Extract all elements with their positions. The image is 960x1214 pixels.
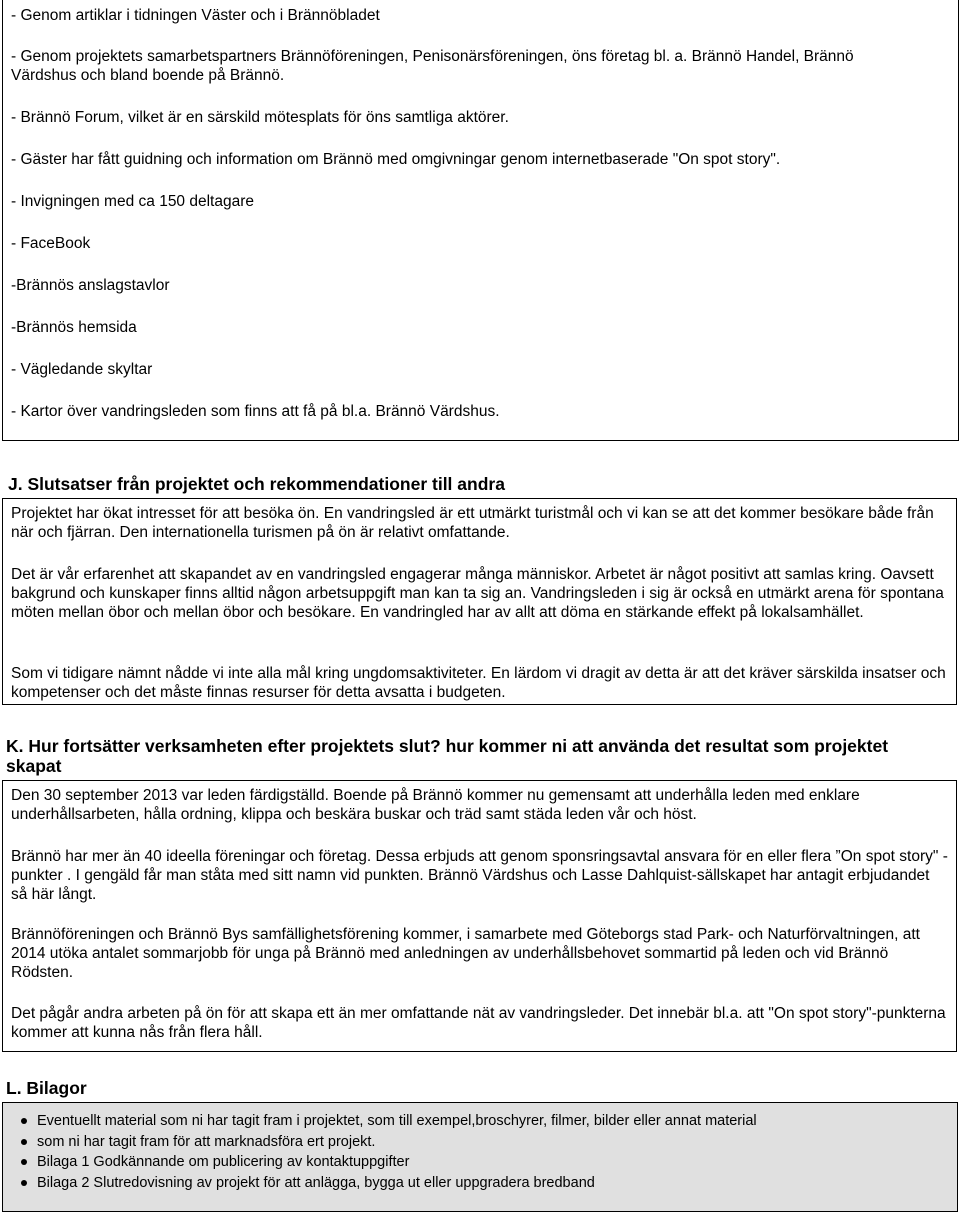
section-j-heading: J. Slutsatser från projektet och rekommendationer till andra [8,474,505,494]
info-line: -Brännös anslagstavlor [11,277,170,294]
bullet-icon [21,1139,27,1145]
info-line: Värdshus och bland boende på Brännö. [11,67,285,84]
section-l-heading: L. Bilagor [6,1078,87,1098]
info-line: - Genom projektets samarbetspartners Brännöföreningen, Penisonärsföreningen, öns företag bl. a. Brännö Handel, Brännö [11,48,854,65]
info-line: - Brännö Forum, vilket är en särskild mötesplats för öns samtliga aktörer. [11,109,509,126]
list-item: som ni har tagit fram för att marknadsföra ert projekt. [21,1132,757,1153]
info-line: - Gäster har fått guidning och information om Brännö med omgivningar genom internetbaserade "On spot story". [11,151,781,168]
section-k-paragraph: Det pågår andra arbeten på ön för att skapa ett än mer omfattande nät av vandringsleder. Det innebär bl.a. att "On spot story"-punkterna kommer att kunna nås från flera håll. [11,1005,946,1041]
info-line: - Invigningen med ca 150 deltagare [11,193,254,210]
info-line: -Brännös hemsida [11,319,137,336]
bullet-icon [21,1118,27,1124]
section-k-box [2,780,957,1052]
bullet-icon [21,1159,27,1165]
info-line: - Vägledande skyltar [11,361,153,378]
section-k-paragraph: Den 30 september 2013 var leden färdigställd. Boende på Brännö kommer nu gemensamt att underhålla leden med enklare underhållsarbeten, hålla ordning, klippa och beskära buskar och träd samt städa leden vår och höst. [11,787,860,823]
section-j-paragraph: Projektet har ökat intresset för att besöka ön. En vandringsled är ett utmärkt turistmål och vi kan se att det kommer besökare både från när och fjärran. Den internationella turismen på ön är relativt omfattande. [11,505,934,541]
list-item: Eventuellt material som ni har tagit fram i projektet, som till exempel,broschyrer, filmer, bilder eller annat material [21,1111,757,1132]
section-k-paragraph: Brännö har mer än 40 ideella föreningar och företag. Dessa erbjuds att genom sponsringsavtal ansvara för en eller flera ”On spot story" - punkter . I gengäld får man ståta med sitt namn vid punkten. Brännö Värdshus och Lasse Dahlquist-sällskapet har antagit erbjudandet så här långt. [11,848,948,903]
attachments-box [2,1102,958,1212]
info-line: - Kartor över vandringsleden som finns att få på bl.a. Brännö Värdshus. [11,403,500,420]
section-j-box [2,498,957,705]
list-item: Bilaga 1 Godkännande om publicering av kontaktuppgifter [21,1152,757,1173]
info-line: - Genom artiklar i tidningen Väster och i Brännöbladet [11,7,380,24]
section-k-heading: K. Hur fortsätter verksamheten efter projektets slut? hur kommer ni att använda det resultat som projektet skapat [6,736,889,776]
bullet-icon [21,1180,27,1186]
list-item: Bilaga 2 Slutredovisning av projekt för att anlägga, bygga ut eller uppgradera bredband [21,1173,757,1194]
section-k-paragraph: Brännöföreningen och Brännö Bys samfällighetsförening kommer, i samarbete med Göteborgs stad Park- och Naturförvaltningen, att 2014 utöka antalet sommarjobb för unga på Brännö med anledningen av underhållsbehovet sommartid på leden och vid Brännö Rödsten. [11,926,920,981]
attachments-list [21,1111,757,1193]
section-j-paragraph: Det är vår erfarenhet att skapandet av en vandringsled engagerar många människor. Arbetet är något positivt att samlas kring. Oavsett bakgrund och kunskaper finns alltid någon arbetsuppgift man kan ta sig an. Vandringsleden i sig är också en utmärkt arena för spontana möten mellan öbor och mellan öbor och besökare. En vandringled har av allt att döma en stärkande effekt på lokalsamhället. [11,566,944,621]
section-j-paragraph: Som vi tidigare nämnt nådde vi inte alla mål kring ungdomsaktiviteter. En lärdom vi dragit av detta är att det kräver särskilda insatser och kompetenser och det måste finnas resurser för detta avsatta i budgeten. [11,665,946,701]
info-box-top [2,0,959,441]
info-line: - FaceBook [11,235,91,252]
